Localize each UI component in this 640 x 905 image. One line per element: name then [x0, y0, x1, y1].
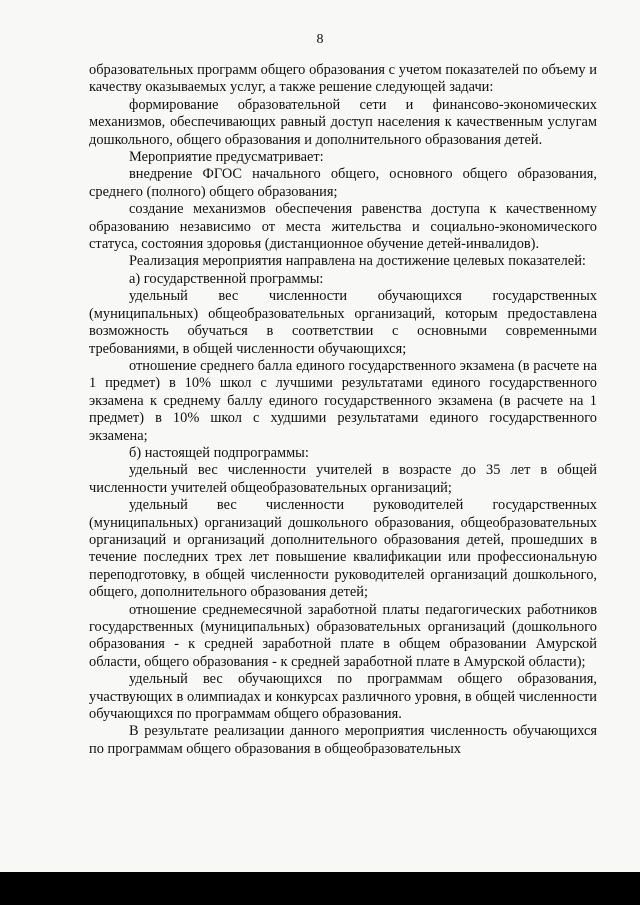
document-body: [89, 62, 597, 758]
paragraph: удельный вес обучающихся по программам общего образования, участвующих в олимпиадах и конкурсах различного уровня, в общей численности обучающихся по программам общего образования.: [89, 671, 597, 723]
paragraph: В результате реализации данного мероприятия численность обучающихся по программам общего образования в общеобразовательных: [89, 723, 597, 757]
scan-border: [0, 872, 640, 905]
paragraph: внедрение ФГОС начального общего, основного общего образования, среднего (полного) общего образования;: [89, 166, 597, 200]
paragraph: образовательных программ общего образования с учетом показателей по объему и качеству оказываемых услуг, а также решение следующей задачи:: [89, 62, 597, 96]
paragraph: удельный вес численности учителей в возрасте до 35 лет в общей численности учителей общеобразовательных организаций;: [89, 462, 597, 496]
paragraph: удельный вес численности руководителей государственных (муниципальных) организаций дошкольного образования, общеобразовательных организаций и организаций дополнительного образования детей, прошедших в течение последних трех лет повышение квалификации или профессиональную переподготовку, в общей численности руководителей организаций дошкольного, общего, дополнительного образования детей;: [89, 497, 597, 601]
paragraph: отношение среднего балла единого государственного экзамена (в расчете на 1 предмет) в 10% школ с лучшими результатами единого государственного экзамена к среднему баллу единого государственного экзамена (в расчете на 1 предмет) в 10% школ с худшими результатами единого государственного экзамена;: [89, 357, 597, 444]
paragraph: Реализация мероприятия направлена на достижение целевых показателей:: [129, 253, 586, 270]
paragraph: б) настоящей подпрограммы:: [129, 444, 309, 461]
paragraph: отношение среднемесячной заработной платы педагогических работников государственных (муниципальных) образовательных организаций (дошкольного образования - к средней заработной плате в общем образовании Амурской области, общего образования - к средней заработной плате в Амурской области);: [89, 601, 597, 670]
paragraph: а) государственной программы:: [129, 270, 324, 287]
paragraph: создание механизмов обеспечения равенства доступа к качественному образованию независимо от места жительства и социально-экономического статуса, состояния здоровья (дистанционное обучение детей-инвалидов).: [89, 201, 597, 253]
paragraph: удельный вес численности обучающихся государственных (муниципальных) общеобразовательных организаций, которым предоставлена возможность обучаться в соответствии с основными современными требованиями, в общей численности обучающихся;: [89, 288, 597, 357]
paragraph: Мероприятие предусматривает:: [129, 149, 324, 166]
page-number: 8: [316, 32, 324, 47]
paragraph: формирование образовательной сети и финансово-экономических механизмов, обеспечивающих равный доступ населения к качественным услугам дошкольного, общего образования и дополнительного образования детей.: [89, 96, 597, 148]
